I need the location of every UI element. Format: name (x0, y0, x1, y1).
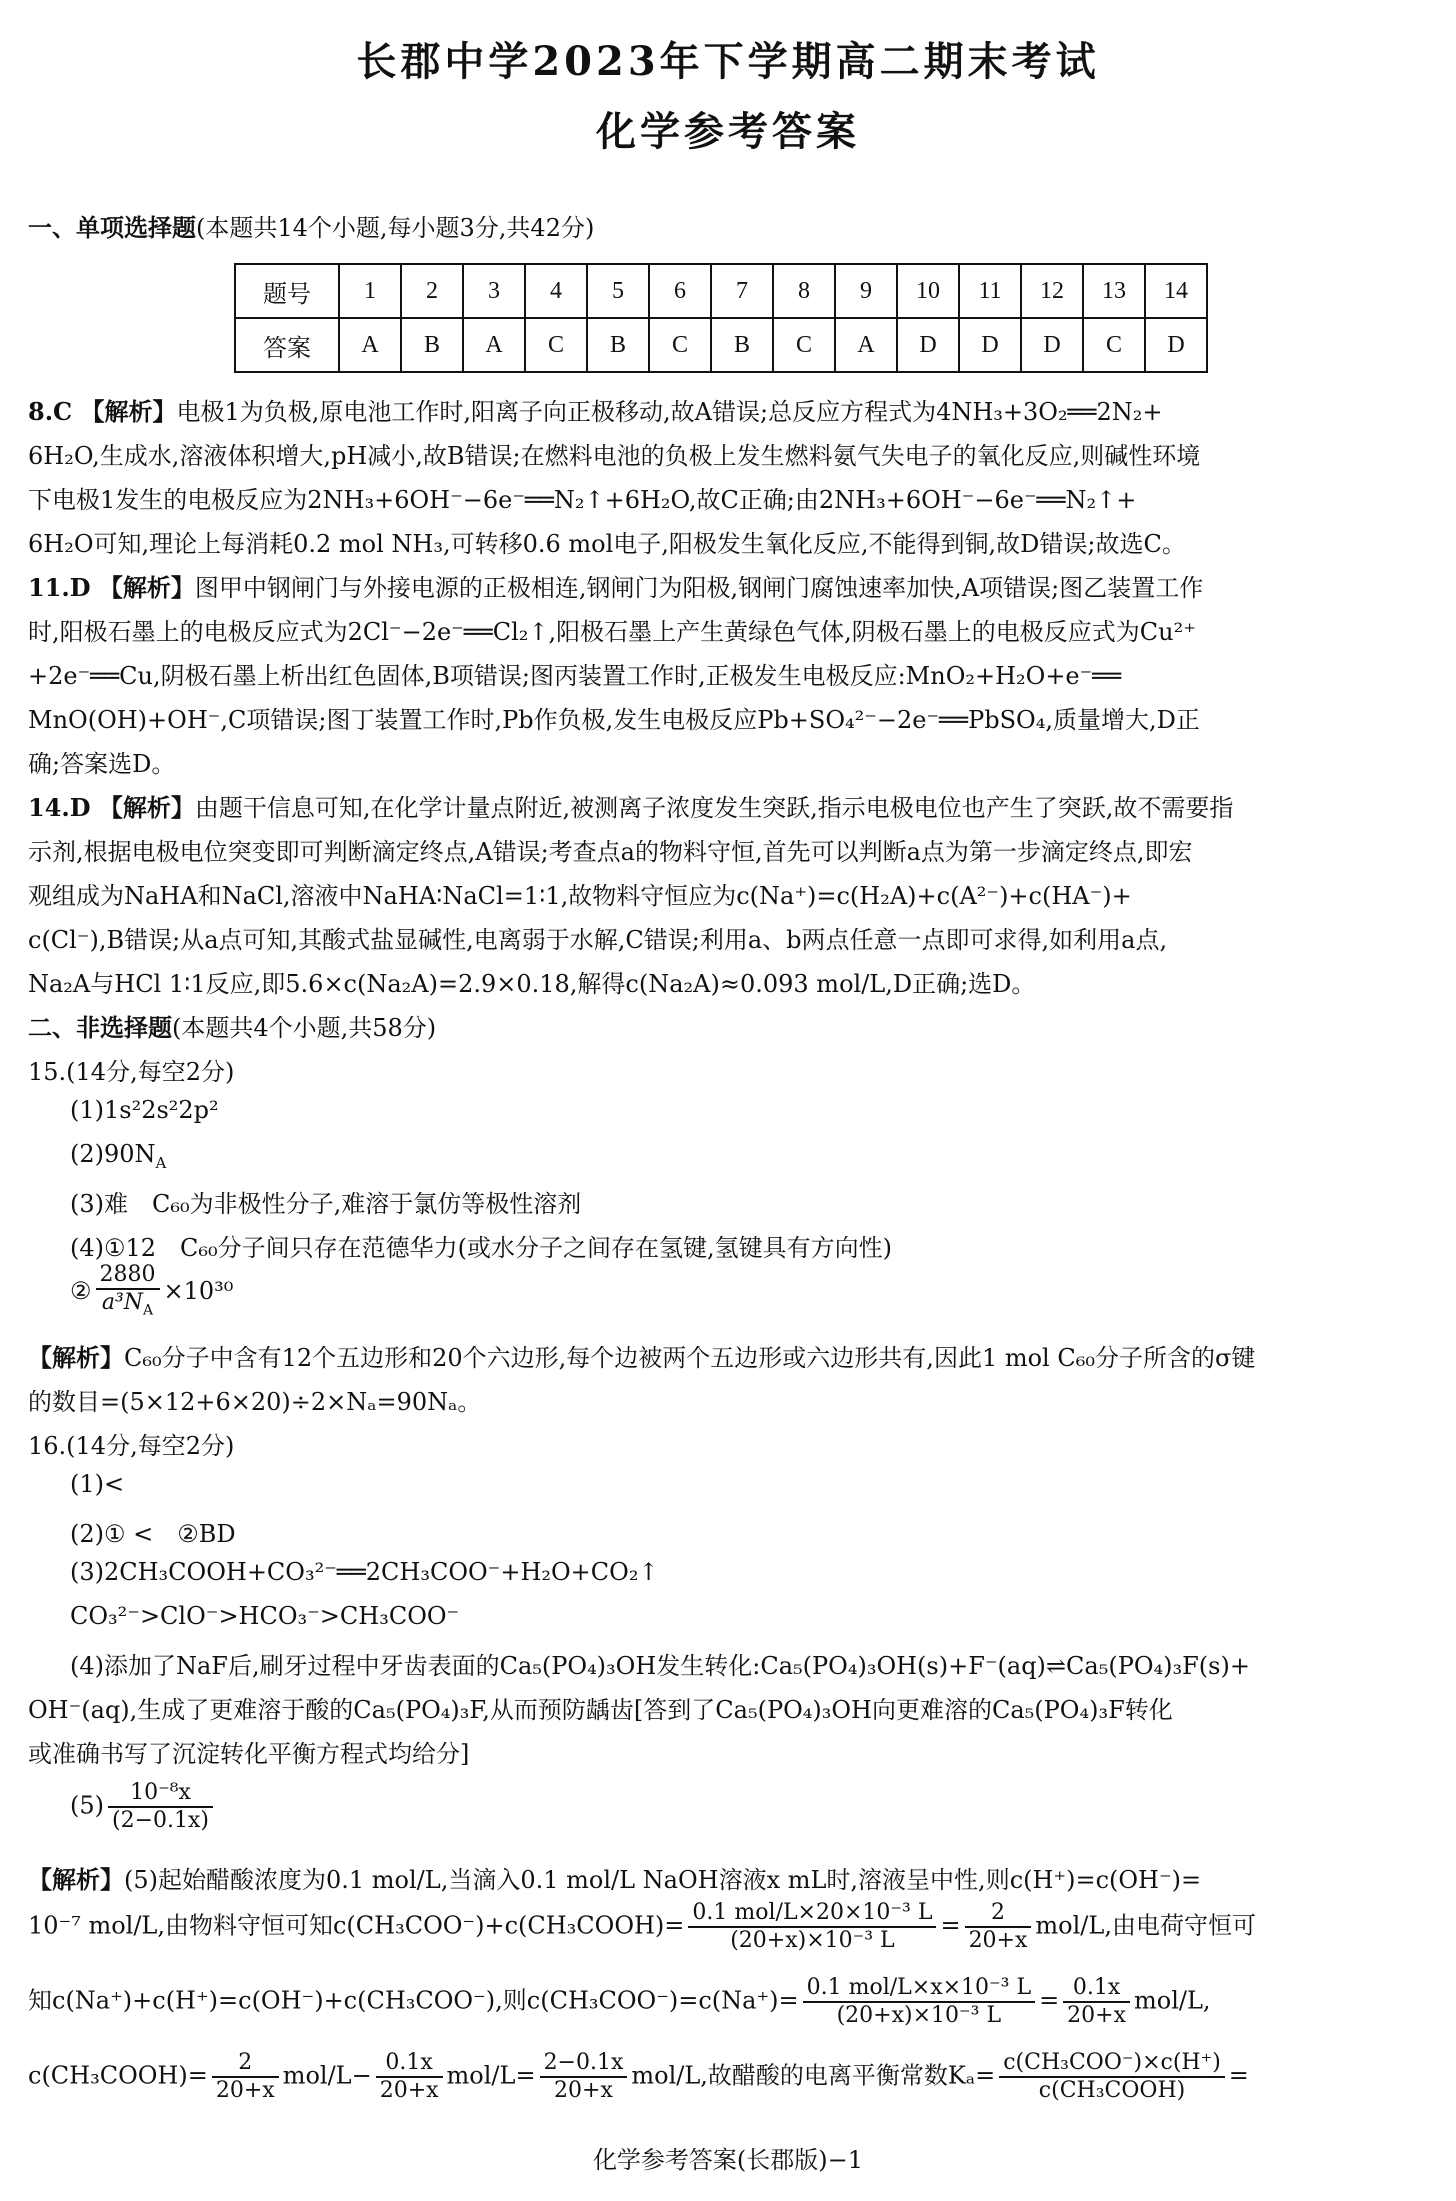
q15-fraction-den-sub: A (143, 1302, 154, 1319)
e4-frac-2 (376, 2050, 443, 2104)
e4-frac-3 (540, 2050, 628, 2104)
q14-line-4: c(Cl⁻),B错误;从a点可知,其酸式盐显碱性,电离弱于水解,C错误;利用a、b两点任意一点即可求得,如利用a点, (28, 926, 1168, 954)
table-cell: A (463, 318, 525, 372)
table-cell: C (1083, 318, 1145, 372)
table-cell: D (897, 318, 959, 372)
e4-frac-3-den: 20+x (554, 2078, 613, 2103)
e3-frac-1 (803, 1975, 1035, 2029)
q16-fraction (108, 1780, 213, 1834)
q15-fraction-den-text: a³N (101, 1290, 144, 1315)
table-cell: 11 (959, 264, 1021, 318)
section2-title: 二、非选择题 (28, 1013, 172, 1042)
e4-text-b: mol/L− (282, 2061, 372, 2090)
q15-answer-5-prefix: ② (70, 1277, 92, 1306)
table-cell: 1 (339, 264, 401, 318)
q11-line-5: 确;答案选D。 (28, 750, 176, 778)
q16-answer-4-line-3: 或准确书写了沉淀转化平衡方程式均给分] (28, 1740, 470, 1768)
q15-answer-4: (4)①12 C₆₀分子间只存在范德华力(或水分子之间存在氢键,氢键具有方向性) (70, 1234, 893, 1262)
section1-note: (本题共14个小题,每小题3分,共42分) (196, 214, 595, 242)
q8-line-1 (28, 392, 1162, 427)
e2-frac-2-num: 2 (965, 1900, 1032, 1928)
q15-answer-2-sub: A (155, 1153, 167, 1172)
table-cell: 9 (835, 264, 897, 318)
section2-heading (28, 1008, 436, 1043)
q15-exp-text: C₆₀分子中含有12个五边形和20个六边形,每个边被两个五边形或六边形共有,因此1 mol C₆₀分子所含的σ键 (124, 1344, 1256, 1372)
q15-answer-5-suffix: ×10³⁰ (163, 1277, 234, 1306)
q16-answer-1: (1)< (70, 1470, 125, 1498)
e3-frac-1-den: (20+x)×10⁻³ L (836, 2003, 1002, 2028)
q15-fraction-num: 2880 (96, 1262, 160, 1290)
q15-head: 15.(14分,每空2分) (28, 1058, 235, 1086)
e3-frac-2-num: 0.1x (1063, 1975, 1130, 2003)
table-cell: 8 (773, 264, 835, 318)
e4-frac-2-den: 20+x (379, 2078, 439, 2103)
q8-line-4: 6H₂O可知,理论上每消耗0.2 mol NH₃,可转移0.6 mol电子,阳极发生氧化反应,不能得到铜,故D错误;故选C。 (28, 530, 1186, 558)
q15-fraction-den (96, 1290, 160, 1323)
table-cell: C (773, 318, 835, 372)
section2-note: (本题共4个小题,共58分) (172, 1014, 437, 1042)
q16-answer-5-prefix: (5) (70, 1791, 104, 1820)
e4-text-a: c(CH₃COOH)= (28, 2061, 208, 2090)
e3-frac-2 (1063, 1975, 1130, 2029)
q15-exp-head: 【解析】 (28, 1343, 124, 1372)
table-cell: 7 (711, 264, 773, 318)
q11-head: 11.D 【解析】 (28, 573, 195, 602)
e4-frac-1-num: 2 (212, 2050, 279, 2078)
table-cell: 14 (1145, 264, 1207, 318)
q11-text: 图甲中钢闸门与外接电源的正极相连,钢闸门为阳极,钢闸门腐蚀速率加快,A项错误;图乙装置工作 (194, 574, 1204, 602)
q15-answer-3: (3)难 C₆₀为非极性分子,难溶于氯仿等极性溶剂 (70, 1190, 582, 1218)
e2-text-c: mol/L,由电荷守恒可 (1035, 1911, 1256, 1940)
e4-frac-3-num: 2−0.1x (540, 2050, 628, 2078)
table-cell: 13 (1083, 264, 1145, 318)
q16-answer-3b: CO₃²⁻>ClO⁻>HCO₃⁻>CH₃COO⁻ (70, 1602, 460, 1630)
q16-fraction-num: 10⁻⁸x (108, 1780, 213, 1808)
table-cell: 2 (401, 264, 463, 318)
table-cell: 6 (649, 264, 711, 318)
table-cell: A (339, 318, 401, 372)
q14-text: 由题干信息可知,在化学计量点附近,被测离子浓度发生突跃,指示电极电位也产生了突跃,故不需要指 (194, 794, 1234, 822)
table-row (235, 318, 1207, 372)
q14-head: 14.D 【解析】 (28, 793, 195, 822)
e2-frac-2 (965, 1900, 1032, 1954)
e4-frac-4-den: c(CH₃COOH) (1038, 2078, 1186, 2103)
e4-text-d: mol/L,故醋酸的电离平衡常数Kₐ= (631, 2061, 996, 2090)
q15-explanation-2: 的数目=(5×12+6×20)÷2×Nₐ=90Nₐ。 (28, 1388, 482, 1416)
e3-text-b: = (1039, 1986, 1060, 2015)
table-cell: 12 (1021, 264, 1083, 318)
section1-title: 一、单项选择题 (28, 213, 196, 242)
table-cell: C (525, 318, 587, 372)
table-header-number: 题号 (235, 264, 339, 318)
table-cell: B (587, 318, 649, 372)
table-cell: B (711, 318, 773, 372)
q11-line-3: +2e⁻══Cu,阴极石墨上析出红色固体,B项错误;图丙装置工作时,正极发生电极反应:MnO₂+H₂O+e⁻══ (28, 662, 1122, 690)
e4-frac-4-num: c(CH₃COO⁻)×c(H⁺) (999, 2050, 1225, 2078)
q14-line-1 (28, 788, 1233, 823)
q8-head: 8.C 【解析】 (28, 397, 177, 426)
answer-table (234, 263, 1208, 373)
e4-text-c: mol/L= (446, 2061, 536, 2090)
table-cell: 3 (463, 264, 525, 318)
q16-answer-3: (3)2CH₃COOH+CO₃²⁻══2CH₃COO⁻+H₂O+CO₂↑ (70, 1558, 659, 1586)
table-cell: 5 (587, 264, 649, 318)
e2-frac-2-den: 20+x (968, 1928, 1028, 1953)
q11-line-4: MnO(OH)+OH⁻,C项错误;图丁装置工作时,Pb作负极,发生电极反应Pb+SO₄²⁻−2e⁻══PbSO₄,质量增大,D正 (28, 706, 1200, 734)
e2-text-a: 10⁻⁷ mol/L,由物料守恒可知c(CH₃COO⁻)+c(CH₃COOH)= (28, 1911, 685, 1940)
q16-explanation-2 (28, 1900, 1428, 1954)
q11-line-2: 时,阳极石墨上的电极反应式为2Cl⁻−2e⁻══Cl₂↑,阳极石墨上产生黄绿色气体,阴极石墨上的电极反应式为Cu²⁺ (28, 618, 1196, 646)
q14-line-5: Na₂A与HCl 1∶1反应,即5.6×c(Na₂A)=2.9×0.18,解得c(Na₂A)≈0.093 mol/L,D正确;选D。 (28, 970, 1036, 998)
table-cell: A (835, 318, 897, 372)
e4-frac-1 (212, 2050, 279, 2104)
q16-fraction-den: (2−0.1x) (112, 1808, 209, 1833)
table-header-answer: 答案 (235, 318, 339, 372)
table-cell: 4 (525, 264, 587, 318)
q8-line-3: 下电极1发生的电极反应为2NH₃+6OH⁻−6e⁻══N₂↑+6H₂O,故C正确;由2NH₃+6OH⁻−6e⁻══N₂↑+ (28, 486, 1137, 514)
q14-line-3: 观组成为NaHA和NaCl,溶液中NaHA∶NaCl=1∶1,故物料守恒应为c(Na⁺)=c(H₂A)+c(A²⁻)+c(HA⁻)+ (28, 882, 1132, 910)
q15-answer-5 (70, 1262, 233, 1323)
q8-line-2: 6H₂O,生成水,溶液体积增大,pH减小,故B错误;在燃料电池的负极上发生燃料氨气失电子的氧化反应,则碱性环境 (28, 442, 1201, 470)
q15-answer-1: (1)1s²2s²2p² (70, 1096, 219, 1124)
e2-frac-1-den: (20+x)×10⁻³ L (730, 1928, 895, 1953)
e3-frac-1-num: 0.1 mol/L×x×10⁻³ L (803, 1975, 1035, 2003)
e4-frac-2-num: 0.1x (376, 2050, 443, 2078)
q11-line-1 (28, 568, 1203, 603)
e3-text-a: 知c(Na⁺)+c(H⁺)=c(OH⁻)+c(CH₃COO⁻),则c(CH₃COO⁻)=c(Na⁺)= (28, 1986, 799, 2015)
q16-explanation-4 (28, 2050, 1428, 2104)
q16-explanation-1 (28, 1860, 1201, 1895)
q16-head: 16.(14分,每空2分) (28, 1432, 235, 1460)
e3-text-c: mol/L, (1134, 1986, 1211, 2015)
q15-fraction (96, 1262, 160, 1323)
e4-frac-1-den: 20+x (215, 2078, 275, 2103)
q16-explanation-3 (28, 1975, 1428, 2029)
q15-answer-2 (70, 1140, 166, 1172)
table-cell: D (959, 318, 1021, 372)
table-cell: B (401, 318, 463, 372)
section1-heading (28, 208, 594, 243)
e3-frac-2-den: 20+x (1067, 2003, 1127, 2028)
q15-answer-2-text: (2)90N (70, 1140, 156, 1168)
q16-exp-head: 【解析】 (28, 1865, 124, 1894)
table-row (235, 264, 1207, 318)
table-cell: C (649, 318, 711, 372)
q16-answer-2: (2)① < ②BD (70, 1520, 236, 1548)
q8-text: 电极1为负极,原电池工作时,阳离子向正极移动,故A错误;总反应方程式为4NH₃+3O₂══2N₂+ (176, 398, 1163, 426)
e2-frac-1 (688, 1900, 936, 1954)
table-cell: D (1021, 318, 1083, 372)
page-footer: 化学参考答案(长郡版)−1 (592, 2146, 864, 2174)
q16-answer-4-line-1: (4)添加了NaF后,刷牙过程中牙齿表面的Ca₅(PO₄)₃OH发生转化:Ca₅(PO₄)₃OH(s)+F⁻(aq)⇌Ca₅(PO₄)₃F(s)+ (70, 1652, 1250, 1680)
q16-answer-4-line-2: OH⁻(aq),生成了更难溶于酸的Ca₅(PO₄)₃F,从而预防龋齿[答到了Ca₅(PO₄)₃OH向更难溶的Ca₅(PO₄)₃F转化 (28, 1696, 1173, 1724)
e2-frac-1-num: 0.1 mol/L×20×10⁻³ L (688, 1900, 936, 1928)
table-cell: D (1145, 318, 1207, 372)
table-cell: 10 (897, 264, 959, 318)
q16-exp-text: (5)起始醋酸浓度为0.1 mol/L,当滴入0.1 mol/L NaOH溶液x mL时,溶液呈中性,则c(H⁺)=c(OH⁻)= (124, 1866, 1202, 1894)
q15-explanation-1 (28, 1338, 1255, 1373)
e4-text-e: = (1228, 2061, 1249, 2090)
e2-text-b: = (940, 1911, 961, 1940)
e4-frac-4 (999, 2050, 1225, 2104)
q14-line-2: 示剂,根据电极电位突变即可判断滴定终点,A错误;考查点a的物料守恒,首先可以判断a点为第一步滴定终点,即宏 (28, 838, 1193, 866)
q16-answer-5 (70, 1780, 217, 1834)
exam-subtitle: 化学参考答案 (596, 108, 860, 155)
exam-title: 长郡中学2023年下学期高二期末考试 (356, 38, 1100, 85)
